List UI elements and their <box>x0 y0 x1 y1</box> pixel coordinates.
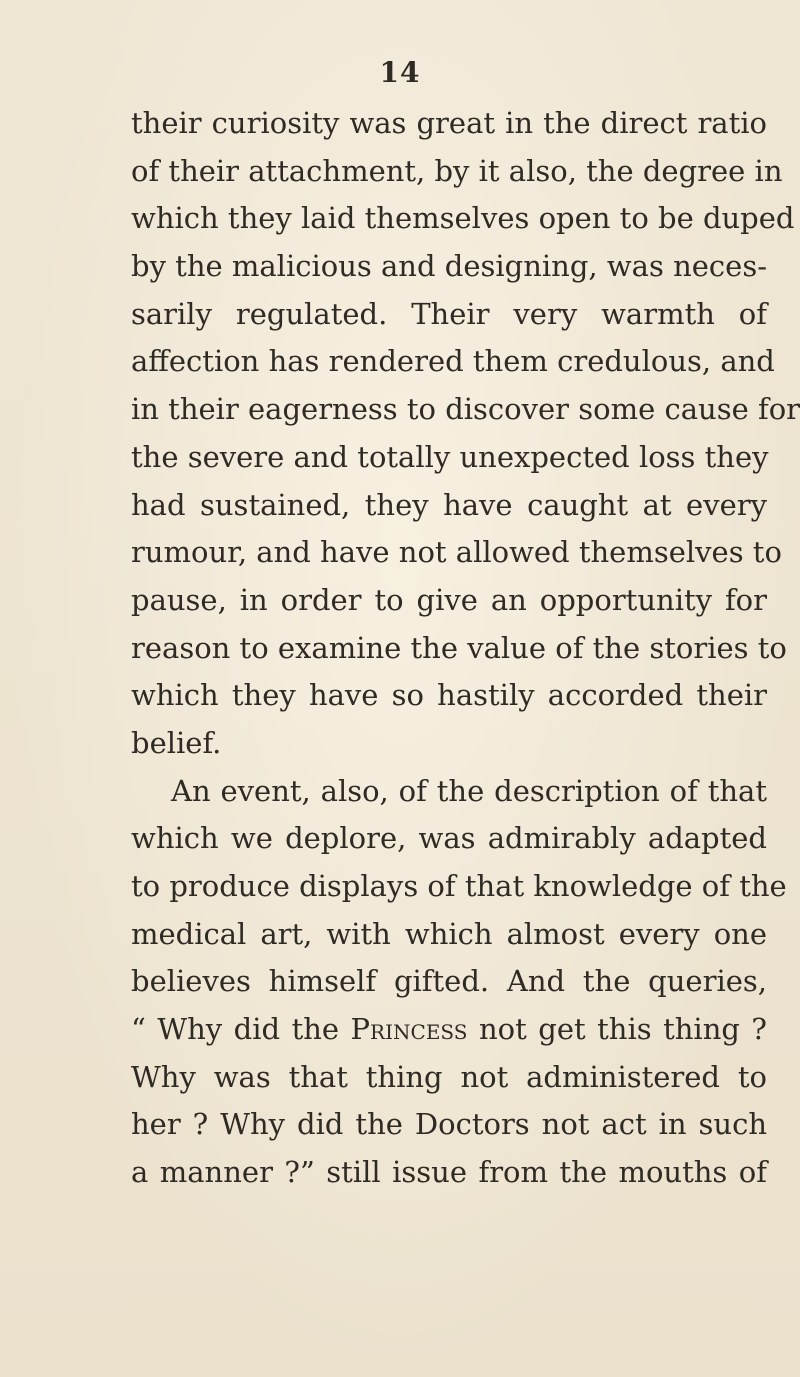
text-line: medical art, with which almost every one <box>131 916 767 951</box>
text-line: sarily regulated. Their very warmth of <box>131 296 767 331</box>
text-line: pause, in order to give an opportunity for <box>131 582 767 617</box>
text-line: had sustained, they have caught at every <box>131 487 767 522</box>
text-line: which they laid themselves open to be duped <box>131 201 795 236</box>
body-text <box>131 100 800 1197</box>
text-line: rumour, and have not allowed themselves to <box>131 535 782 570</box>
princess-smallcaps: Princess <box>350 1012 468 1047</box>
text-line: her ? Why did the Doctors not act in such <box>131 1107 767 1142</box>
text-line: Why was that thing not administered to <box>131 1059 767 1094</box>
text-line: which they have so hastily accorded their <box>131 678 767 713</box>
text-line: to produce displays of that knowledge of the <box>131 869 787 903</box>
text-line: reason to examine the value of the stories to <box>131 630 787 665</box>
quote-open-text: “ Why did the <box>131 1012 351 1047</box>
page-number: 14 <box>379 56 421 89</box>
text-line-paragraph-start: An event, also, of the description of that <box>171 773 767 808</box>
text-line: affection has rendered them credulous, and <box>131 344 775 379</box>
text-line: of their attachment, by it also, the degree in <box>131 153 783 188</box>
text-line <box>131 1006 767 1054</box>
text-line: a manner ?” still issue from the mouths of <box>131 1155 767 1190</box>
text-line: the severe and totally unexpected loss they <box>131 439 769 474</box>
text-line: their curiosity was great in the direct ratio <box>131 106 767 140</box>
text-line: believes himself gifted. And the queries, <box>131 964 767 999</box>
text-line: which we deplore, was admirably adapted <box>131 821 767 856</box>
text-line: by the malicious and designing, was neces- <box>131 249 767 284</box>
text-line: in their eagerness to discover some cause for <box>131 392 800 427</box>
quote-continue-text: not get this thing ? <box>467 1012 767 1047</box>
text-line-paragraph-end: belief. <box>131 725 222 760</box>
